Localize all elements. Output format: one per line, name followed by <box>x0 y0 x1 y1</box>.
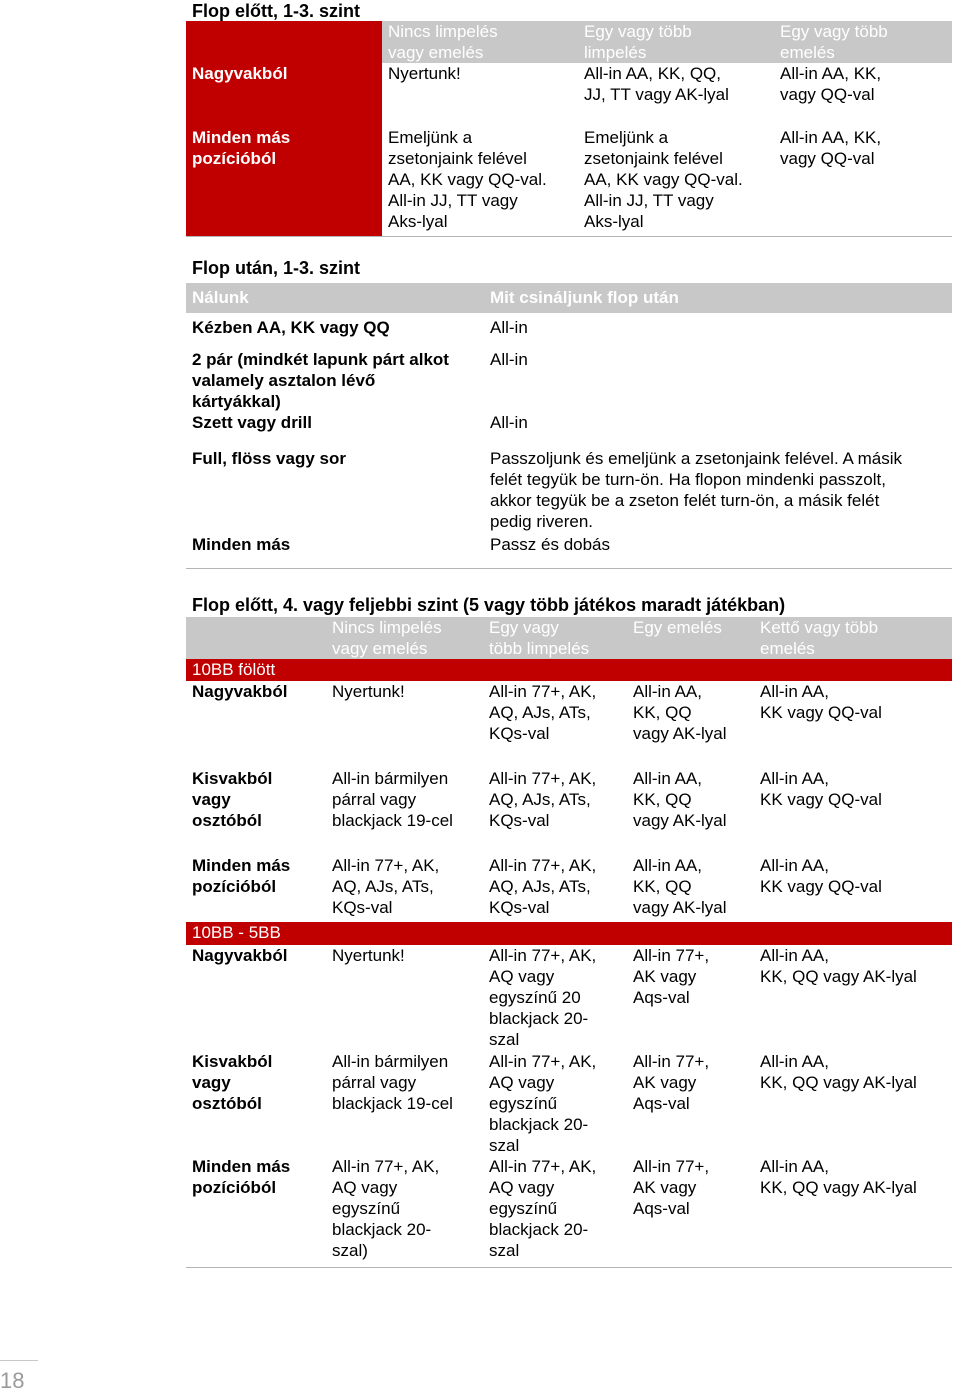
header-corner <box>186 617 326 659</box>
page-number: 18 <box>0 1368 25 1393</box>
row-label: Szett vagy drill <box>192 413 312 432</box>
column-header: Nálunk <box>192 288 249 307</box>
table-cell: Emeljünk a zsetonjaink felével AA, KK vagy QQ-val. All-in JJ, TT vagy Aks-lyal <box>578 127 774 236</box>
table-cell: All-in AA, KK, QQ vagy AK-lyal <box>760 1052 917 1092</box>
column-header: Egy vagy több emelés <box>780 22 888 62</box>
section3-title: Flop előtt, 4. vagy feljebbi szint (5 vagy több játékos maradt játékban) <box>192 595 786 615</box>
table-row <box>186 1051 952 1156</box>
table-cell: All-in 77+, AK vagy Aqs-val <box>633 946 710 1007</box>
table-cell: All-in <box>490 350 528 369</box>
group-label: 10BB fölött <box>192 660 276 679</box>
table-cell: All-in bármilyen párral vagy blackjack 19-cel <box>332 769 453 830</box>
table-row <box>186 768 952 855</box>
row-label: Nagyvakból <box>192 946 288 965</box>
table-cell: Nyertunk! <box>332 682 405 701</box>
row-label: Minden más pozícióból <box>192 856 291 896</box>
table-row <box>186 945 952 1051</box>
column-header: Mit csináljunk flop után <box>490 288 679 307</box>
column-header: Egy vagy több limpelés <box>489 618 590 658</box>
table-header-row <box>186 283 952 313</box>
row-label: Nagyvakból <box>192 682 288 701</box>
group-header-row <box>186 659 952 681</box>
table-cell: All-in AA, KK, QQ, JJ, TT vagy AK-lyal <box>584 64 729 104</box>
table-cell: All-in 77+, AK, AQ, AJs, ATs, KQs-val <box>489 856 597 917</box>
table-cell: All-in AA, KK, vagy QQ-val <box>774 127 952 236</box>
table-row <box>186 412 952 448</box>
section1-title: Flop előtt, 1-3. szint <box>192 1 361 21</box>
preflop-table-1-3 <box>186 21 952 237</box>
postflop-table <box>186 283 952 569</box>
table-cell: All-in AA, KK, QQ vagy AK-lyal <box>633 682 727 743</box>
section2-title: Flop után, 1-3. szint <box>192 258 361 278</box>
row-label: Nagyvakból <box>186 63 382 127</box>
table-cell: All-in 77+, AK, AQ vagy egyszínű blackjack 20- szal) <box>326 1156 483 1267</box>
table-cell: Nyertunk! <box>388 64 461 83</box>
table-cell: All-in AA, KK vagy QQ-val <box>760 682 882 722</box>
row-label: 2 pár (mindkét lapunk párt alkot valamely asztalon lévő kártyákkal) <box>192 350 449 411</box>
table-row <box>186 681 952 768</box>
table-cell: All-in 77+, AK, AQ vagy egyszínű blackjack 20- szal <box>489 1052 597 1155</box>
table-cell: Emeljünk a zsetonjaink felével AA, KK vagy QQ-val. All-in JJ, TT vagy Aks-lyal <box>382 127 578 236</box>
table-cell: All-in 77+, AK, AQ, AJs, ATs, KQs-val <box>332 856 440 917</box>
table-cell: All-in 77+, AK, AQ vagy egyszínű blackjack 20- szal <box>483 1156 627 1267</box>
table-row <box>186 127 952 236</box>
group-label: 10BB - 5BB <box>192 923 281 942</box>
table-cell: All-in <box>490 413 528 432</box>
column-header: Egy vagy több limpelés <box>584 22 692 62</box>
row-label: Full, flöss vagy sor <box>192 449 346 468</box>
table-cell: All-in AA, KK, QQ vagy AK-lyal <box>633 769 727 830</box>
table-cell: Passzoljunk és emeljünk a zsetonjaink felével. A másik felét tegyük be turn-ön. Ha flopon mindenki passzolt, akkor tegyük be a zseton felét turn-ön, a másik felét pedig riveren. <box>490 449 902 531</box>
table-cell: All-in bármilyen párral vagy blackjack 19-cel <box>332 1052 453 1113</box>
table-row <box>186 448 952 534</box>
table-cell: All-in 77+, AK, AQ, AJs, ATs, KQs-val <box>489 682 597 743</box>
table-cell: All-in 77+, AK, AQ, AJs, ATs, KQs-val <box>489 769 597 830</box>
table-header-row <box>186 21 952 63</box>
table-cell: All-in AA, KK, vagy QQ-val <box>780 64 882 104</box>
footer-divider <box>0 1360 38 1361</box>
table-cell: All-in AA, KK, QQ vagy AK-lyal <box>760 946 917 986</box>
row-label: Minden más pozícióból <box>186 127 382 236</box>
column-header: Nincs limpelés vagy emelés <box>388 22 498 62</box>
row-label: Minden más <box>186 534 484 568</box>
row-label: Kisvakból vagy osztóból <box>192 1052 273 1113</box>
table-row <box>186 855 952 922</box>
table-row <box>186 1156 952 1267</box>
column-header: Egy emelés <box>633 618 722 637</box>
table-cell: All-in AA, KK, QQ vagy AK-lyal <box>754 1156 952 1267</box>
table-row <box>186 63 952 127</box>
header-corner <box>186 21 382 63</box>
table-header-row <box>186 617 952 659</box>
row-label: Kézben AA, KK vagy QQ <box>192 318 390 337</box>
table-row <box>186 313 952 349</box>
table-cell: All-in 77+, AK vagy Aqs-val <box>627 1156 754 1267</box>
table-cell: All-in <box>490 318 528 337</box>
table-row <box>186 349 952 412</box>
group-header-row <box>186 922 952 945</box>
table-cell: All-in 77+, AK vagy Aqs-val <box>633 1052 710 1113</box>
row-label: Kisvakból vagy osztóból <box>192 769 273 830</box>
row-label: Minden más pozícióból <box>186 1156 326 1267</box>
table-cell: All-in AA, KK, QQ vagy AK-lyal <box>633 856 727 917</box>
column-header: Nincs limpelés vagy emelés <box>332 618 442 658</box>
preflop-table-4plus <box>186 617 952 1268</box>
table-cell: All-in AA, KK vagy QQ-val <box>760 769 882 809</box>
table-cell: Nyertunk! <box>332 946 405 965</box>
table-row <box>186 534 952 568</box>
table-cell: All-in 77+, AK, AQ vagy egyszínű 20 blackjack 20- szal <box>489 946 597 1049</box>
table-cell: Passz és dobás <box>484 534 952 568</box>
table-cell: All-in AA, KK vagy QQ-val <box>760 856 882 896</box>
column-header: Kettő vagy több emelés <box>760 618 879 658</box>
